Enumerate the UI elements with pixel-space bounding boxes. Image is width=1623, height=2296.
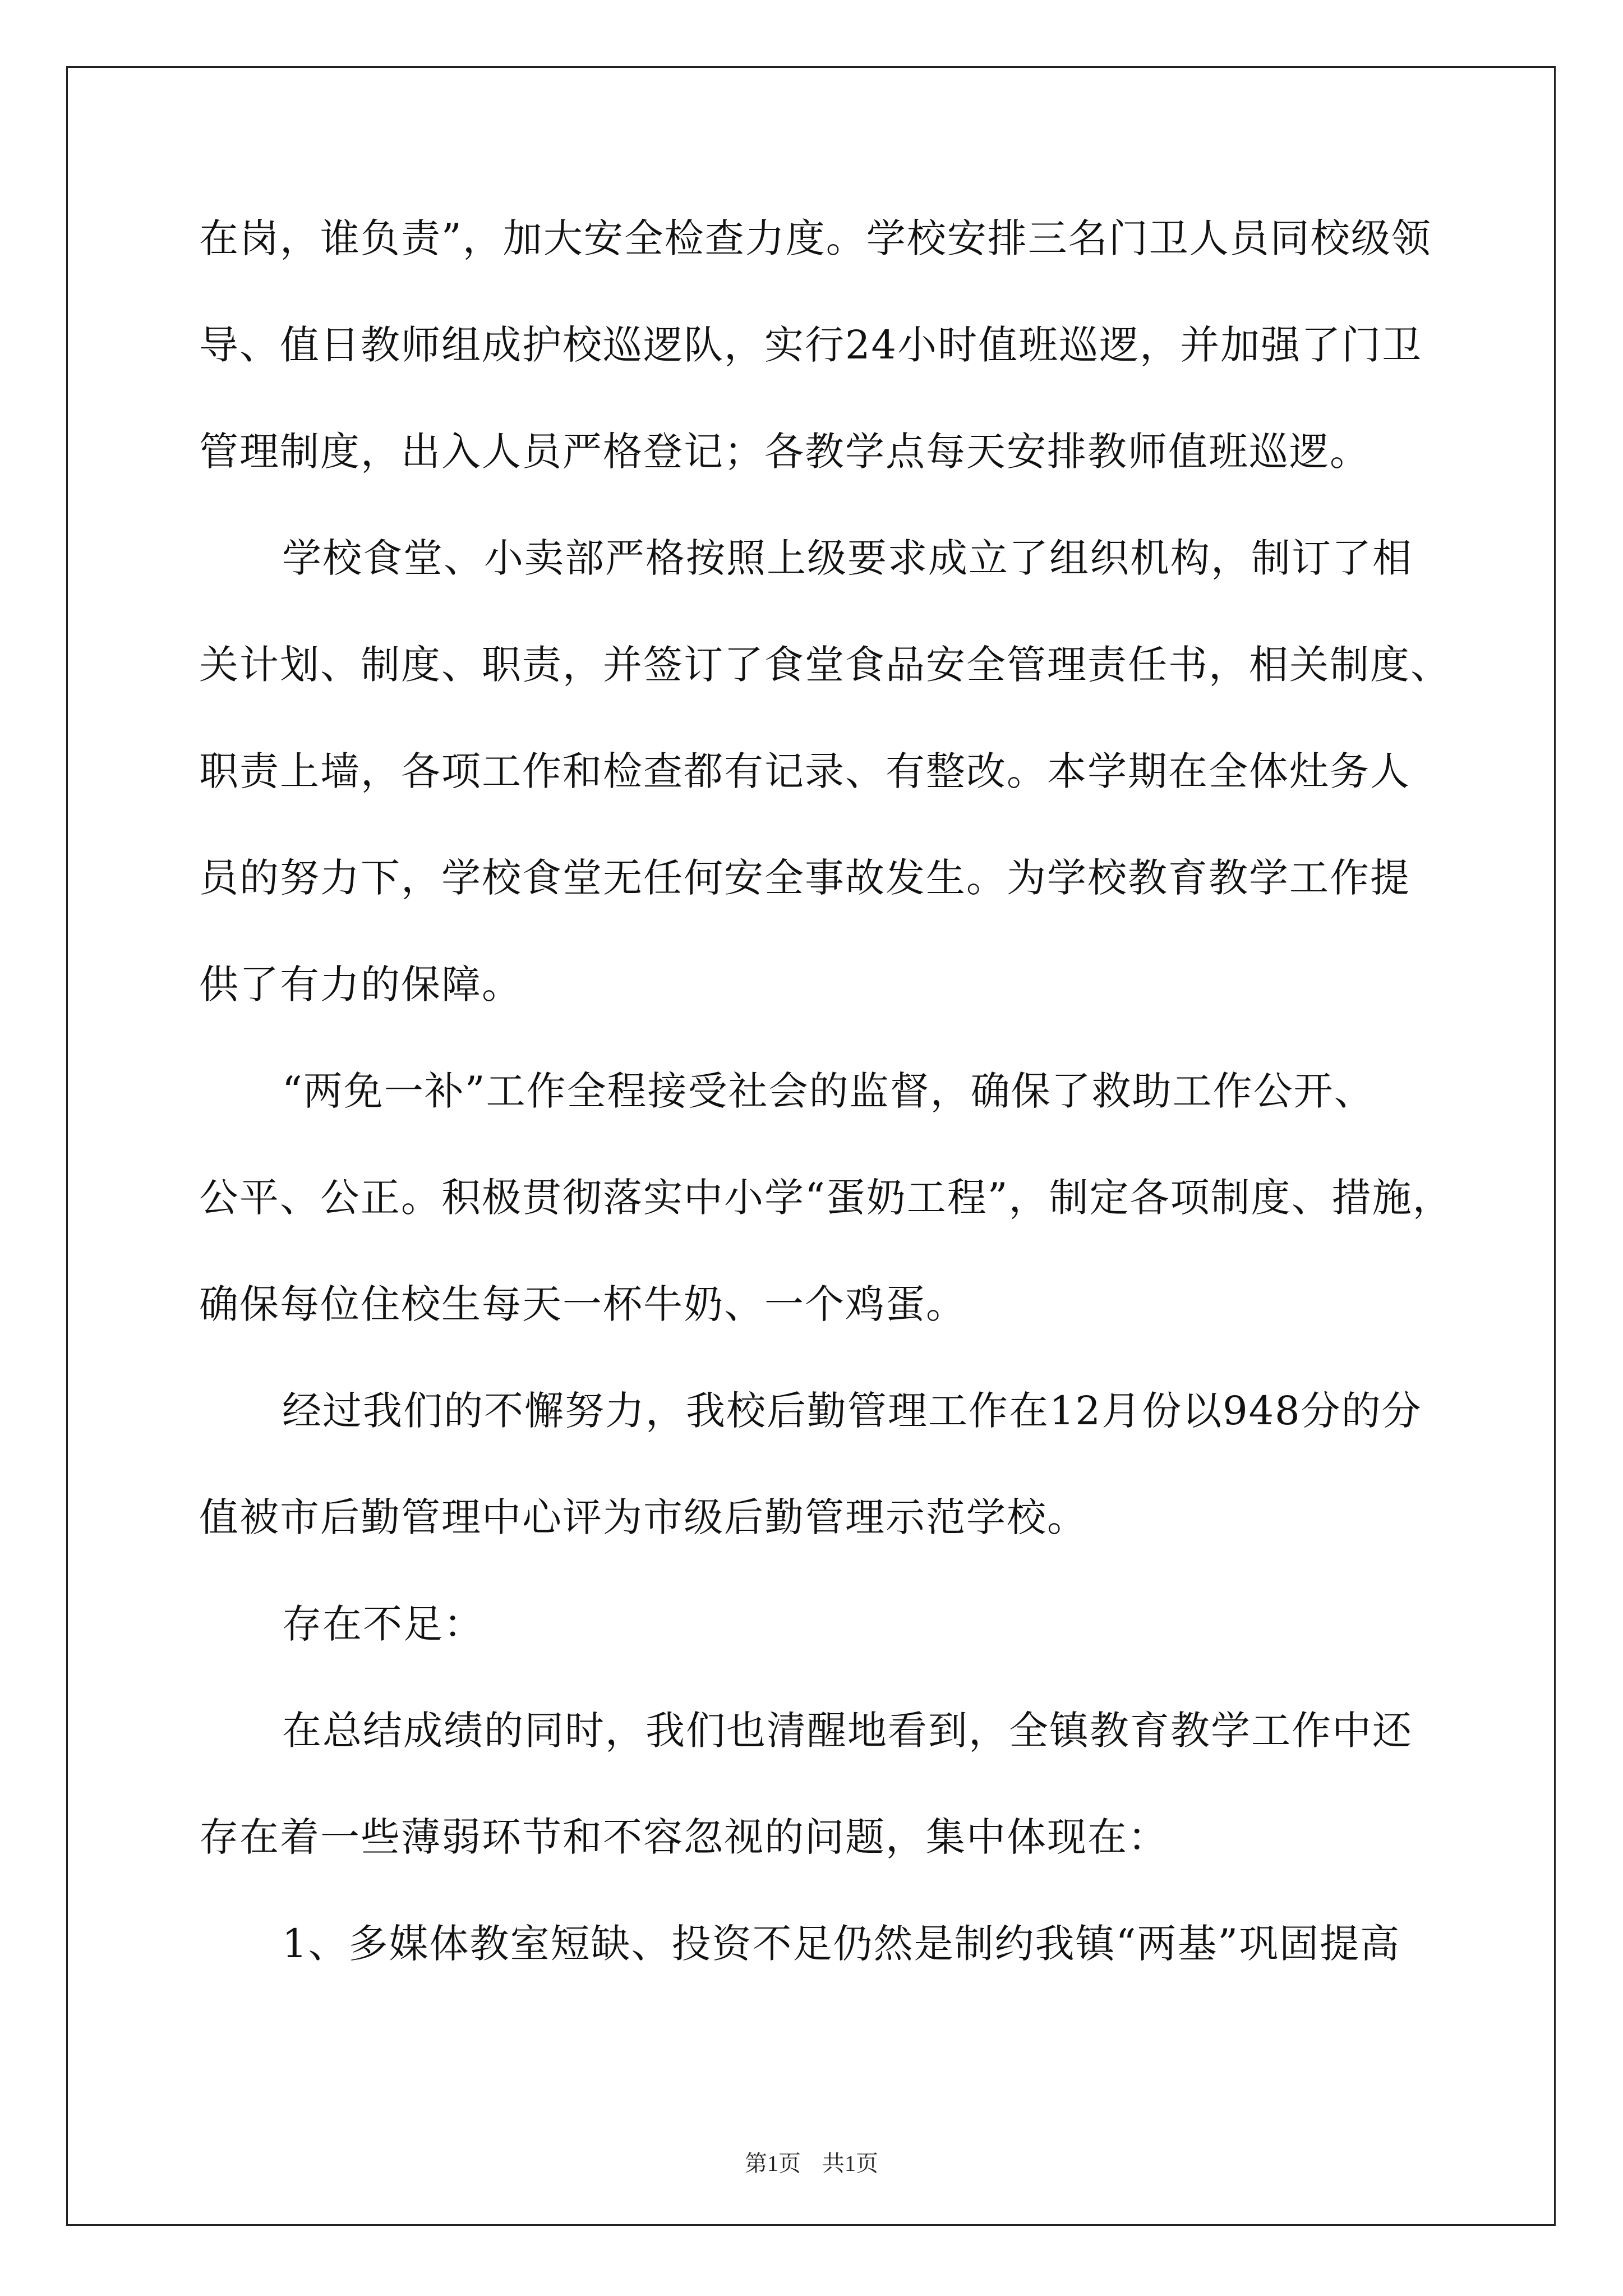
document-body — [199, 215, 1453, 2031]
paragraph-first-line: 在总结成绩的同时，我们也清醒地看到，全镇教育教学工作中还 — [282, 1708, 1413, 1754]
text-line: 在岗，谁负责”，加大安全检查力度。学校安排三名门卫人员同校级领 — [199, 215, 1432, 261]
section-heading: 存在不足： — [282, 1601, 484, 1647]
text-line: 存在着一些薄弱环节和不容忽视的问题，集中体现在： — [199, 1814, 1168, 1860]
page-number: 第1页 — [745, 2151, 801, 2176]
text-line: 员的努力下，学校食堂无任何安全事故发生。为学校教育教学工作提 — [199, 855, 1410, 901]
text-line: 供了有力的保障。 — [199, 961, 522, 1007]
page-footer — [0, 2146, 1623, 2178]
paragraph-first-line: 经过我们的不懈努力，我校后勤管理工作在12月份以948分的分 — [282, 1388, 1422, 1434]
text-line: 导、值日教师组成护校巡逻队，实行24小时值班巡逻，并加强了门卫 — [199, 322, 1423, 368]
text-line: 值被市后勤管理中心评为市级后勤管理示范学校。 — [199, 1494, 1087, 1540]
text-line: 公平、公正。积极贯彻落实中小学“蛋奶工程”，制定各项制度、措施， — [199, 1175, 1453, 1221]
list-item: 1、多媒体教室短缺、投资不足仍然是制约我镇“两基”巩固提高 — [282, 1921, 1401, 1967]
page-total: 共1页 — [822, 2151, 878, 2176]
text-line: 职责上墙，各项工作和检查都有记录、有整改。本学期在全体灶务人 — [199, 748, 1410, 794]
text-line: 管理制度，出入人员严格登记；各教学点每天安排教师值班巡逻。 — [199, 429, 1370, 475]
text-line: 确保每位住校生每天一杯牛奶、一个鸡蛋。 — [199, 1281, 966, 1327]
paragraph-first-line: 学校食堂、小卖部严格按照上级要求成立了组织机构，制订了相 — [282, 535, 1413, 581]
text-line: 关计划、制度、职责，并签订了食堂食品安全管理责任书，相关制度、 — [199, 642, 1451, 688]
paragraph-first-line: “两免一补”工作全程接受社会的监督，确保了救助工作公开、 — [282, 1068, 1375, 1114]
